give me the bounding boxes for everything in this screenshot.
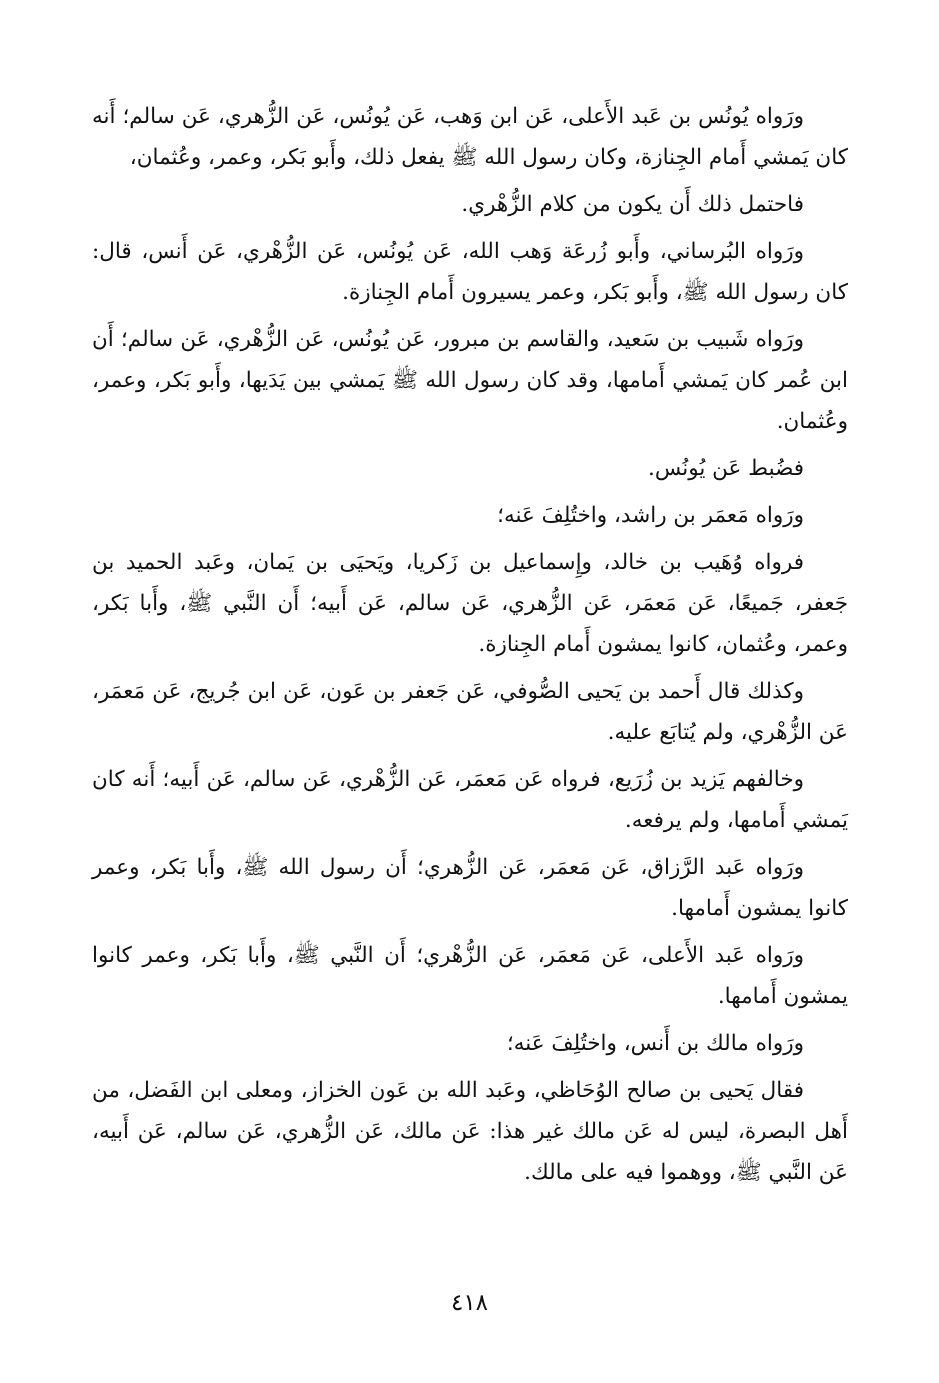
- paragraph: فضُبط عَن يُونُس.: [647, 456, 804, 481]
- page-body: [92, 96, 848, 1199]
- paragraph: فرواه وُهَيب بن خالد، وإِسماعيل بن زَكريا، ويَحيَى بن يَمان، وعَبد الحميد بن جَعفر، جَميعًا، عَن مَعمَر، عَن الزُّهري، عَن سالم، عَن أَبيه؛ أَن النَّبي ﷺ، وأَبا بَكر، وعمر، وعُثمان، كانوا يمشون أَمام الجِنازة.: [92, 550, 848, 657]
- paragraph: وكذلك قال أَحمد بن يَحيى الصُّوفي، عَن جَعفر بن عَون، عَن ابن جُريج، عَن مَعمَر، عَن الزُّهْري، ولم يُتابَع عليه.: [92, 679, 848, 745]
- paragraph: فاحتمل ذلك أَن يكون من كلام الزُّهْري.: [461, 192, 804, 217]
- paragraph: ورَواه مالك بن أَنس، واختُلِفَ عَنه؛: [506, 1031, 804, 1056]
- paragraph: ورَواه يُونُس بن عَبد الأَعلى، عَن ابن وَهب، عَن يُونُس، عَن الزُّهري، عَن سالم؛ أَنه كان يَمشي أَمام الجِنازة، وكان رسول الله ﷺ يفعل ذلك، وأَبو بَكر، وعمر، وعُثمان،: [92, 104, 848, 170]
- paragraph: ورَواه عَبد الأَعلى، عَن مَعمَر، عَن الزُّهْري؛ أَن النَّبي ﷺ، وأَبا بَكر، وعمر كانوا يمشون أَمامها.: [92, 943, 848, 1009]
- paragraph: وخالفهم يَزيد بن زُرَيع، فرواه عَن مَعمَر، عَن الزُّهْري، عَن سالم، عَن أَبيه؛ أَنه كان يَمشي أَمامها، ولم يرفعه.: [92, 767, 848, 833]
- paragraph: فقال يَحيى بن صالح الوُحَاظي، وعَبد الله بن عَون الخزاز، ومعلى ابن الفَضل، من أَهل البصرة، ليس له عَن مالك غير هذا: عَن مالك، عَن الزُّهري، عَن سالم، عَن أَبيه، عَن النَّبي ﷺ، ووهموا فيه على مالك.: [92, 1078, 848, 1185]
- paragraph: ورَواه شَبيب بن سَعيد، والقاسم بن مبرور، عَن يُونُس، عَن الزُّهْري، عَن سالم؛ أَن ابن عُمر كان يَمشي أَمامها، وقد كان رسول الله ﷺ يَمشي بين يَدَيها، وأَبو بَكر، وعمر، وعُثمان.: [92, 327, 848, 434]
- paragraph: ورَواه مَعمَر بن راشد، واختُلِفَ عَنه؛: [497, 503, 804, 528]
- paragraph: ورَواه البُرساني، وأَبو زُرعَة وَهب الله، عَن يُونُس، عَن الزُّهْري، عَن أَنس، قال: كان رسول الله ﷺ، وأَبو بَكر، وعمر يسيرون أَمام الجِنازة.: [92, 239, 848, 305]
- page-number: ٤١٨: [450, 1290, 489, 1316]
- paragraph: ورَواه عَبد الرَّزاق، عَن مَعمَر، عَن الزُّهري؛ أَن رسول الله ﷺ، وأَبا بَكر، وعمر كانوا يمشون أَمامها.: [92, 855, 848, 921]
